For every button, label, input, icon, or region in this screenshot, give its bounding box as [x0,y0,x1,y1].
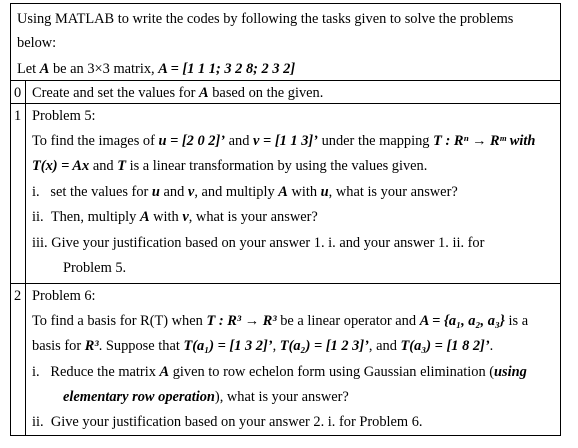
matrix-definition: A = [1 1 1; 3 2 8; 2 3 2] [158,61,296,77]
problem-5-item-iii: iii. Give your justification based on your answer 1. i. and your answer 1. ii. for [32,235,485,251]
matrix-definition-line: Let A be an 3×3 matrix, A = [1 1 1; 3 2 8; 2 3 2] [17,61,296,77]
row-index: 1 [14,108,22,124]
problem-5-desc-line-1: To find the images of u = [2 0 2]’ and v = [1 1 3]’ under the mapping T : Rⁿ → Rᵐ with [32,133,536,149]
problem-5-item-i: i. set the values for u and v, and multiply A with u, what is your answer? [32,184,458,200]
row-divider [11,103,560,104]
problem-5-title: Problem 5: [32,108,96,124]
problem-5-item-ii: ii. Then, multiply A with v, what is your answer? [32,209,318,225]
problem-6-item-i-cont: elementary row operation), what is your answer? [63,389,349,405]
problem-6-item-ii: ii. Give your justification based on your answer 2. i. for Problem 6. [32,414,423,430]
task-0-text: Create and set the values for A based on the given. [32,85,324,101]
row-divider [11,283,560,284]
row-divider [11,80,560,81]
problem-5-item-iii-cont: Problem 5. [63,260,127,276]
intro-line-2: below: [17,35,57,51]
problem-6-desc-line-2: basis for R³. Suppose that T(a₁) = [1 3 2]’, T(a₂) = [1 2 3]’, and T(a₃) = [1 8 2]’. [32,338,494,354]
intro-line-1: Using MATLAB to write the codes by following the tasks given to solve the problems [17,11,514,27]
problem-6-title: Problem 6: [32,288,96,304]
problem-6-desc-line-1: To find a basis for R(T) when T : R³ → R³ be a linear operator and A = {a₁, a₂, a₃} is a [32,313,529,329]
row-index: 2 [14,288,22,304]
problem-6-item-i: i. Reduce the matrix A given to row echelon form using Gaussian elimination (using [32,364,527,380]
index-column-divider [25,80,26,436]
task-table [10,3,561,436]
row-index: 0 [14,85,22,101]
problem-5-desc-line-2: T(x) = Ax and T is a linear transformation by using the values given. [32,158,428,174]
